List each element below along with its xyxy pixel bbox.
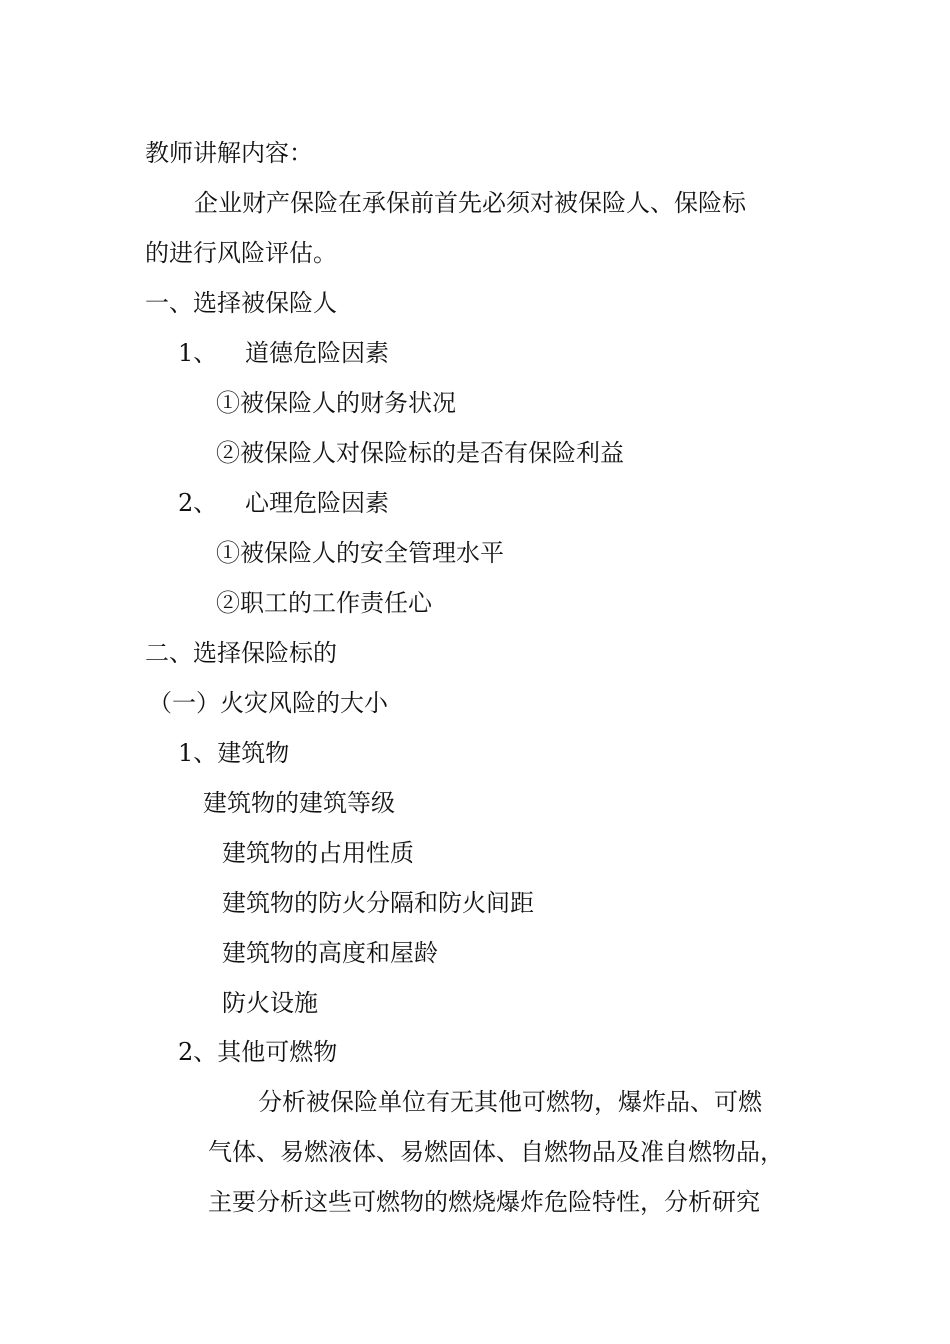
combustibles-paragraph-line-1: 分析被保险单位有无其他可燃物，爆炸品、可燃 <box>258 1088 762 1116</box>
section-1-item-2-number: 2、 <box>178 489 218 517</box>
combustibles-paragraph-line-2: 气体、易燃液体、易燃固体、自燃物品及准自燃物品， <box>208 1138 784 1166</box>
section-1-item-2-point-2: ②职工的工作责任心 <box>216 589 432 617</box>
section-1-item-2-title: 心理危险因素 <box>245 489 389 517</box>
content-heading: 教师讲解内容： <box>145 139 313 167</box>
section-2-title: 二、选择保险标的 <box>145 639 337 667</box>
section-1-title: 一、选择被保险人 <box>145 289 337 317</box>
building-line-5: 防火设施 <box>222 989 318 1017</box>
section-1-item-1-number: 1、 <box>178 339 218 367</box>
section-1-item-2-point-1: ①被保险人的安全管理水平 <box>216 539 504 567</box>
combustibles-paragraph-line-3: 主要分析这些可燃物的燃烧爆炸危险特性，分析研究 <box>208 1188 760 1216</box>
subsection-1-title: （一）火灾风险的大小 <box>148 689 388 717</box>
building-item-title: 1、建筑物 <box>178 739 290 767</box>
building-line-1: 建筑物的建筑等级 <box>203 789 395 817</box>
building-line-4: 建筑物的高度和屋龄 <box>222 939 438 967</box>
intro-paragraph-line-2: 的进行风险评估。 <box>145 239 337 267</box>
section-1-item-1-point-2: ②被保险人对保险标的是否有保险利益 <box>216 439 624 467</box>
building-line-3: 建筑物的防火分隔和防火间距 <box>222 889 534 917</box>
combustibles-item-title: 2、其他可燃物 <box>178 1038 338 1066</box>
section-1-item-1-point-1: ①被保险人的财务状况 <box>216 389 456 417</box>
intro-paragraph-line-1: 企业财产保险在承保前首先必须对被保险人、保险标 <box>194 189 746 217</box>
section-1-item-1-title: 道德危险因素 <box>245 339 389 367</box>
building-line-2: 建筑物的占用性质 <box>222 839 414 867</box>
